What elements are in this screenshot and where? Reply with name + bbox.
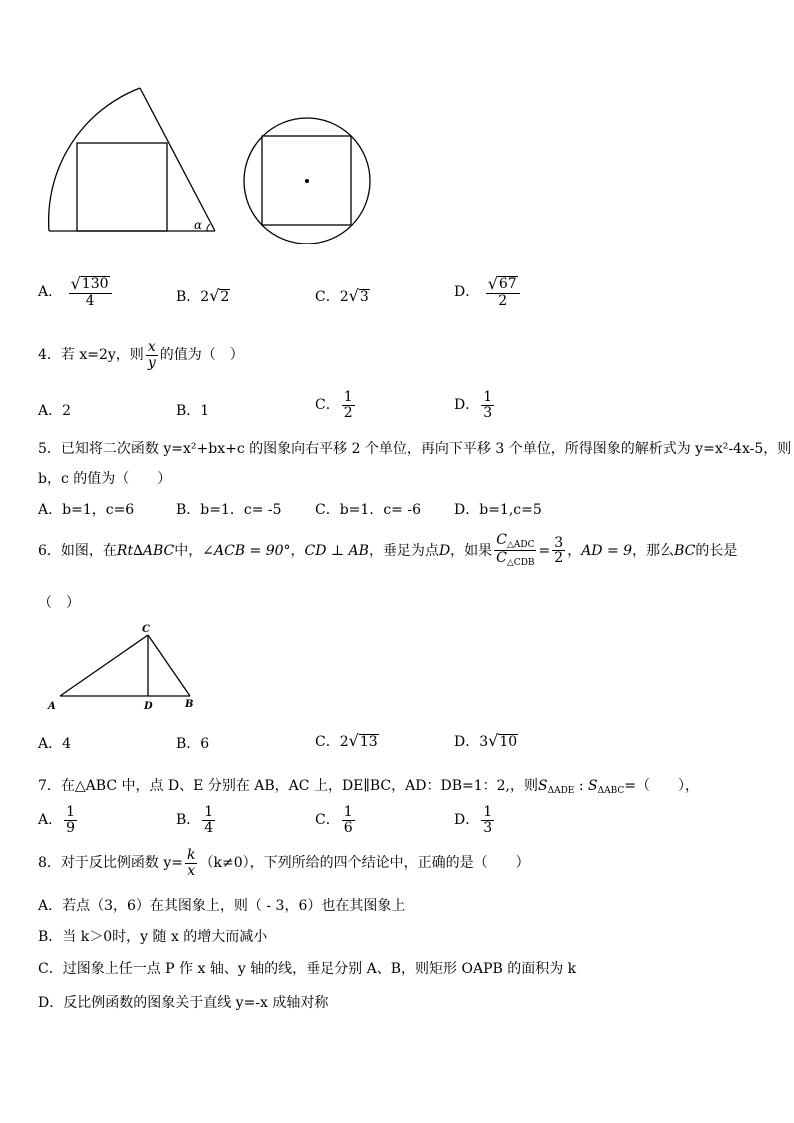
inscribed-square [77,143,167,231]
q6-option-c[interactable]: C．2 √ 13 [315,731,378,750]
q8-option-c[interactable]: C．过图象上任一点 P 作 x 轴、y 轴的线，垂足分别 A、B，则矩形 OAPB 的面积为 k [38,961,577,977]
q6-option-a[interactable]: A．4 [38,736,72,752]
q8-option-b[interactable]: B．当 k＞0时，y 随 x 的增大而减小 [38,929,268,945]
side-cb [148,635,190,696]
label-a: A [48,701,56,712]
sector-arc [49,88,140,231]
q8-stem: 8．对于反比例函数 y= $\frac{k}{x}$ （k≠0），下列所给的四个结论中，正确的是（ ） [38,847,530,879]
sector-square-figure [40,80,230,240]
q6-blank: （ ） [38,595,80,611]
q3-option-c[interactable]: C．2 √ 3 [315,286,369,305]
q6-option-b[interactable]: B．6 [176,736,210,752]
q3-option-b[interactable]: B．2 √ 2 [176,286,230,305]
alpha-label: α [194,218,203,232]
q7-stem: 7．在△ABC 中，点 D、E 分别在 AB，AC 上，DE∥BC，AD：DB=1：2,，则$S_{\Delta ADE}$ : $S_{\Delta ABC}=$（ ）， [38,778,699,796]
label-c: C [142,624,150,635]
q3-option-a[interactable]: A． √ 130 4 [38,276,114,308]
side-ac [60,635,148,696]
q4-option-b[interactable]: B．1 [176,403,210,419]
q6-stem: 6．如图，在Rt∆ABC中，∠ACB = 90°，CD ⊥ AB，垂足为点D，如果 $\frac{C_{\triangle ADC}}{C_{\triangle CDB}}$ = $\frac{3}{2}$ ，AD = 9，那么BC的长是 [38,532,738,569]
q6-triangle-figure [44,620,204,715]
label-b: B [185,699,194,710]
q4-option-a[interactable]: A．2 [38,403,72,419]
q4-option-c[interactable]: C． $\frac{1}{2}$ [315,389,353,421]
circle-square-figure [242,110,376,244]
q4-option-d[interactable]: D． $\frac{1}{3}$ [454,389,493,421]
q7-option-c[interactable]: C． $\frac{1}{6}$ [315,804,353,836]
q4-stem: 4．若 x=2y，则 $\frac{x}{y}$ 的值为（ ） [38,339,244,371]
q5-option-b[interactable]: B．b=1．c= -5 [176,502,282,518]
q5-stem-line1: 5．已知将二次函数 y=x²+bx+c 的图象向右平移 2 个单位，再向下平移 3 个单位，所得图象的解析式为 y=x²-4x-5，则 [38,441,792,457]
q7-option-b[interactable]: B． $\frac{1}{4}$ [176,804,214,836]
q8-option-d[interactable]: D．反比例函数的图象关于直线 y=-x 成轴对称 [38,995,329,1011]
q7-option-d[interactable]: D． $\frac{1}{3}$ [454,804,493,836]
q5-option-d[interactable]: D．b=1,c=5 [454,502,542,518]
q5-option-a[interactable]: A．b=1，c=6 [38,502,135,518]
q8-option-a[interactable]: A．若点（3，6）在其图象上，则（ - 3，6）也在其图象上 [38,898,406,914]
sector-slant [140,88,215,231]
q5-stem-line2: b，c 的值为（ ） [38,471,172,487]
center-dot [305,179,309,183]
label-d: D [144,701,153,712]
q7-option-a[interactable]: A． $\frac{1}{9}$ [38,804,76,836]
q5-option-c[interactable]: C．b=1．c= -6 [315,502,421,518]
q3-option-d[interactable]: D． √ 67 2 [454,276,522,308]
angle-mark [207,224,210,231]
q6-option-d[interactable]: D．3 √ 10 [454,731,518,750]
